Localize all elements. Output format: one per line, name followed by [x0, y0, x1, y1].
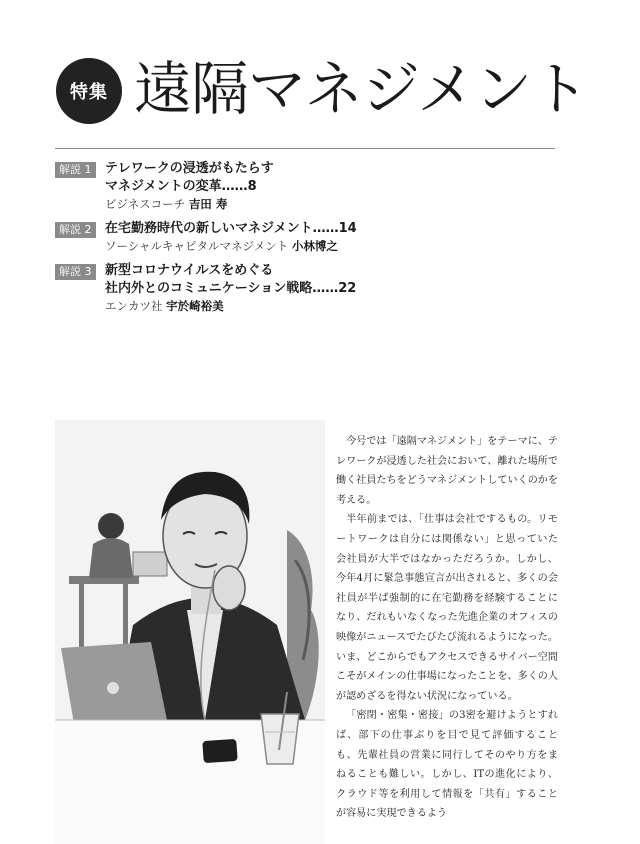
feature-title: 遠隔マネジメント [134, 55, 589, 123]
toc-author [105, 196, 565, 212]
toc-page-number: 8 [247, 179, 257, 194]
toc-tag: 解説 2 [55, 222, 96, 238]
toc-entry-3[interactable] [55, 262, 565, 314]
toc-author-org: エンカツ社 [105, 299, 163, 313]
toc-leader-dots: …… [312, 281, 339, 296]
body-paragraph: 「密閉・密集・密接」の3密を避けようとすれば、部下の仕事ぶりを目で見て評価することも、先輩社員の営業に同行してそのやり方をまねることも難しい。しかし、ITの進化により、クラウド等を利用して情報を「共有」することが容易に実現できるよう [336, 710, 558, 820]
toc-author-name: 小林博之 [291, 239, 338, 253]
toc-heading-line: テレワークの浸透がもたらす [105, 161, 274, 176]
table-of-contents [55, 160, 565, 322]
toc-author-name: 宇於崎裕美 [166, 299, 224, 313]
body-paragraph: 今号では「遠隔マネジメント」をテーマに、テレワークが浸透した社会において、離れた場所で働く社員たちをどうマネジメントしていくのかを考える。 [336, 436, 558, 506]
toc-page-number: 14 [338, 221, 357, 236]
title-divider [55, 148, 555, 149]
toc-author [105, 298, 565, 314]
toc-entry-2[interactable] [55, 220, 565, 254]
toc-tag: 解説 3 [55, 264, 96, 280]
toc-author-name: 吉田 寿 [188, 197, 228, 211]
toc-author-org: ソーシャルキャピタルマネジメント [105, 239, 289, 253]
toc-page-number: 22 [338, 281, 357, 296]
intro-body [336, 432, 558, 824]
toc-heading-line: 新型コロナウイルスをめぐる [105, 263, 274, 278]
toc-heading-text: 社内外とのコミュニケーション戦略 [105, 281, 313, 296]
body-paragraph: 半年前までは、「仕事は会社でするもの。リモートワークは自分には関係ない」と思っていた会社員が大半ではなかっただろうか。しかし、今年4月に緊急事態宣言が出されると、多くの会社員が半ば強制的に在宅勤務を経験することになり、だれもいなくなった先進企業のオフィスの映像がニュースでたびたび流れるようになった。いま、どこからでもアクセスできるサイバー空間こそがメインの仕事場になったことを、多くの人が認めざるを得ない状況になっている。 [336, 514, 558, 702]
toc-author-org: ビジネスコーチ [105, 197, 186, 211]
toc-tag: 解説 1 [55, 162, 96, 178]
toc-heading-text: 在宅勤務時代の新しいマネジメント [105, 221, 313, 236]
toc-leader-dots: …… [312, 221, 339, 236]
toc-heading-line [105, 178, 565, 196]
toc-heading-line [105, 220, 565, 238]
toc-entry-1[interactable] [55, 160, 565, 212]
toc-author [105, 238, 565, 254]
toc-heading-line [105, 280, 565, 298]
remote-work-illustration [55, 420, 325, 844]
toc-heading-text: マネジメントの変革 [105, 179, 222, 194]
toc-leader-dots: …… [221, 179, 248, 194]
feature-badge: 特集 [56, 58, 122, 124]
